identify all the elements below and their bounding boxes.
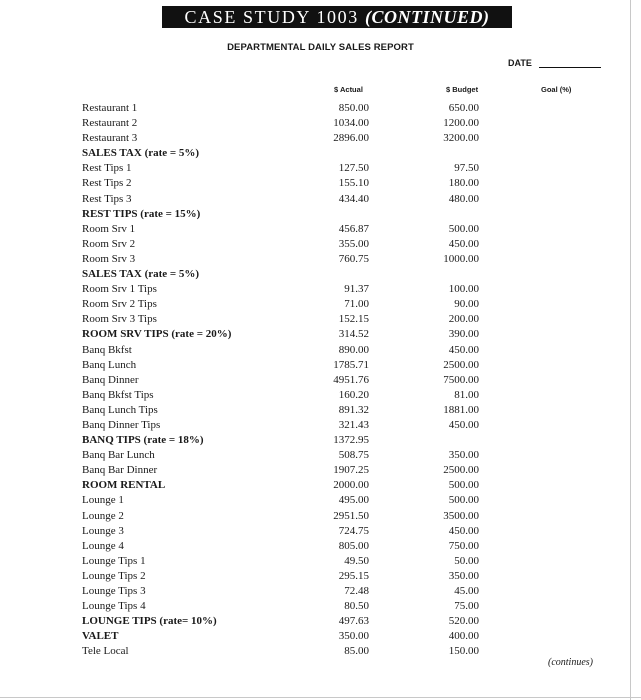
row-label: Lounge 2	[82, 509, 124, 522]
actual-value: 2896.00	[333, 132, 369, 145]
table-row	[82, 327, 522, 342]
row-label: Room Srv 1 Tips	[82, 283, 157, 296]
row-label: Rest Tips 3	[82, 192, 132, 205]
row-label: Lounge Tips 3	[82, 585, 146, 597]
actual-value: 497.63	[338, 615, 369, 628]
row-label: SALES TAX (rate = 5%)	[82, 268, 200, 281]
budget-value: 350.00	[448, 449, 479, 462]
table-row	[82, 524, 522, 539]
table-row	[82, 267, 522, 282]
case-study-banner	[162, 6, 512, 28]
row-label: Room Srv 3	[82, 252, 136, 265]
actual-value: 1785.71	[333, 358, 369, 371]
actual-value: 295.15	[338, 569, 369, 582]
table-row	[82, 509, 522, 524]
actual-value: 1034.00	[333, 117, 369, 130]
row-label: Banq Bkfst	[82, 343, 132, 356]
row-label: Room Srv 1	[82, 222, 136, 235]
row-label: Lounge Tips 4	[82, 600, 146, 613]
budget-value: 81.00	[454, 388, 479, 401]
actual-value: 434.40	[338, 192, 369, 205]
continues-note: (continues)	[548, 657, 593, 668]
budget-value: 500.00	[448, 479, 479, 492]
budget-value: 90.00	[454, 298, 479, 311]
table-row	[82, 237, 522, 252]
actual-value: 850.00	[338, 102, 369, 114]
budget-value: 75.00	[454, 600, 479, 613]
actual-value: 1372.95	[333, 434, 369, 447]
budget-value: 400.00	[448, 630, 479, 643]
page-edge-bottom	[0, 697, 641, 698]
budget-value: 7500.00	[443, 373, 479, 386]
budget-value: 100.00	[448, 283, 479, 296]
budget-value: 50.00	[454, 554, 479, 567]
actual-value: 321.43	[338, 418, 369, 431]
actual-value: 71.00	[344, 298, 369, 311]
row-label: Room Srv 2	[82, 237, 136, 250]
budget-value: 480.00	[448, 192, 479, 205]
budget-value: 500.00	[448, 494, 479, 507]
row-label: Banq Dinner	[82, 373, 139, 386]
actual-value: 760.75	[338, 252, 369, 265]
budget-value: 650.00	[448, 102, 479, 114]
budget-value: 750.00	[448, 539, 479, 552]
row-label: Banq Bar Lunch	[82, 449, 155, 462]
table-row	[82, 539, 522, 554]
actual-value: 80.50	[344, 600, 369, 613]
actual-value: 890.00	[338, 343, 369, 356]
row-label: Banq Lunch	[82, 358, 137, 371]
table-row	[82, 146, 522, 161]
row-label: SALES TAX (rate = 5%)	[82, 147, 200, 160]
report-title: DEPARTMENTAL DAILY SALES REPORT	[227, 42, 414, 53]
row-label: Restaurant 2	[82, 117, 138, 130]
budget-value: 2500.00	[443, 358, 479, 371]
row-label: Room Srv 2 Tips	[82, 298, 157, 311]
row-label: Rest Tips 2	[82, 177, 132, 190]
budget-value: 350.00	[448, 569, 479, 582]
table-row	[82, 297, 522, 312]
table-row	[82, 312, 522, 327]
table-row	[82, 373, 522, 388]
table-row	[82, 207, 522, 222]
row-label: Lounge Tips 1	[82, 554, 146, 567]
actual-value: 127.50	[338, 162, 369, 175]
table-row	[82, 222, 522, 237]
actual-value: 891.32	[338, 403, 369, 416]
row-label: Lounge 4	[82, 539, 124, 552]
table-row	[82, 418, 522, 433]
actual-value: 2000.00	[333, 479, 369, 492]
table-row	[82, 433, 522, 448]
date-label: DATE	[508, 58, 532, 68]
budget-value: 2500.00	[443, 464, 479, 477]
row-label: BANQ TIPS (rate = 18%)	[82, 434, 204, 447]
actual-value: 1907.25	[333, 464, 369, 477]
budget-value: 3200.00	[443, 132, 479, 145]
table-row	[82, 358, 522, 373]
table-row	[82, 176, 522, 191]
sales-report-table	[82, 101, 522, 659]
table-row	[82, 629, 522, 644]
actual-value: 456.87	[338, 222, 369, 235]
row-label: Lounge 1	[82, 494, 124, 507]
table-row	[82, 252, 522, 267]
table-row	[82, 116, 522, 131]
table-row	[82, 478, 522, 493]
row-label: ROOM RENTAL	[82, 479, 166, 492]
column-header-actual: $ Actual	[334, 85, 363, 94]
actual-value: 155.10	[338, 177, 369, 190]
actual-value: 508.75	[338, 449, 369, 462]
table-row	[82, 131, 522, 146]
budget-value: 45.00	[454, 585, 479, 597]
row-label: Restaurant 1	[82, 102, 138, 114]
actual-value: 72.48	[344, 585, 369, 597]
date-field-line	[539, 67, 601, 68]
actual-value: 724.75	[338, 524, 369, 537]
table-row	[82, 493, 522, 508]
actual-value: 49.50	[344, 554, 369, 567]
row-label: REST TIPS (rate = 15%)	[82, 207, 201, 220]
row-label: Lounge Tips 2	[82, 569, 146, 582]
row-label: LOUNGE TIPS (rate= 10%)	[82, 615, 217, 628]
actual-value: 4951.76	[333, 373, 369, 386]
budget-value: 1000.00	[443, 252, 479, 265]
actual-value: 152.15	[338, 313, 369, 326]
row-label: Banq Bar Dinner	[82, 464, 158, 477]
row-label: ROOM SRV TIPS (rate = 20%)	[82, 328, 232, 341]
actual-value: 805.00	[338, 539, 369, 552]
actual-value: 350.00	[338, 630, 369, 643]
table-row	[82, 584, 522, 599]
table-row	[82, 599, 522, 614]
table-row	[82, 192, 522, 207]
table-row	[82, 463, 522, 478]
column-header-budget: $ Budget	[446, 85, 479, 94]
row-label: Room Srv 3 Tips	[82, 313, 157, 326]
table-row	[82, 644, 522, 659]
row-label: Tele Local	[82, 645, 129, 658]
table-row	[82, 554, 522, 569]
budget-value: 450.00	[448, 418, 479, 431]
actual-value: 355.00	[338, 237, 369, 250]
table-row	[82, 403, 522, 418]
budget-value: 200.00	[448, 313, 479, 326]
actual-value: 91.37	[344, 283, 369, 296]
budget-value: 450.00	[448, 343, 479, 356]
budget-value: 97.50	[454, 162, 479, 175]
table-row	[82, 282, 522, 297]
budget-value: 3500.00	[443, 509, 479, 522]
row-label: Rest Tips 1	[82, 162, 132, 175]
budget-value: 500.00	[448, 222, 479, 235]
actual-value: 160.20	[338, 388, 369, 401]
budget-value: 1881.00	[443, 403, 479, 416]
table-row	[82, 388, 522, 403]
budget-value: 520.00	[448, 615, 479, 628]
actual-value: 85.00	[344, 645, 369, 658]
actual-value: 495.00	[338, 494, 369, 507]
row-label: Banq Lunch Tips	[82, 403, 158, 416]
actual-value: 2951.50	[333, 509, 369, 522]
table-row	[82, 161, 522, 176]
table-row	[82, 343, 522, 358]
row-label: Lounge 3	[82, 524, 124, 537]
row-label: Restaurant 3	[82, 132, 138, 145]
table-row	[82, 101, 522, 116]
row-label: Banq Dinner Tips	[82, 418, 161, 431]
budget-value: 1200.00	[443, 117, 479, 130]
row-label: VALET	[82, 630, 119, 643]
budget-value: 150.00	[448, 645, 479, 658]
table-row	[82, 569, 522, 584]
row-label: Banq Bkfst Tips	[82, 388, 154, 401]
budget-value: 390.00	[448, 328, 479, 341]
banner-title: CASE STUDY 1003	[184, 7, 359, 27]
table-row	[82, 448, 522, 463]
budget-value: 450.00	[448, 237, 479, 250]
budget-value: 450.00	[448, 524, 479, 537]
banner-continued: (CONTINUED)	[364, 7, 490, 27]
page-edge-right	[630, 0, 631, 700]
actual-value: 314.52	[338, 328, 369, 341]
column-header-goal: Goal (%)	[541, 85, 572, 94]
table-row	[82, 614, 522, 629]
budget-value: 180.00	[448, 177, 479, 190]
